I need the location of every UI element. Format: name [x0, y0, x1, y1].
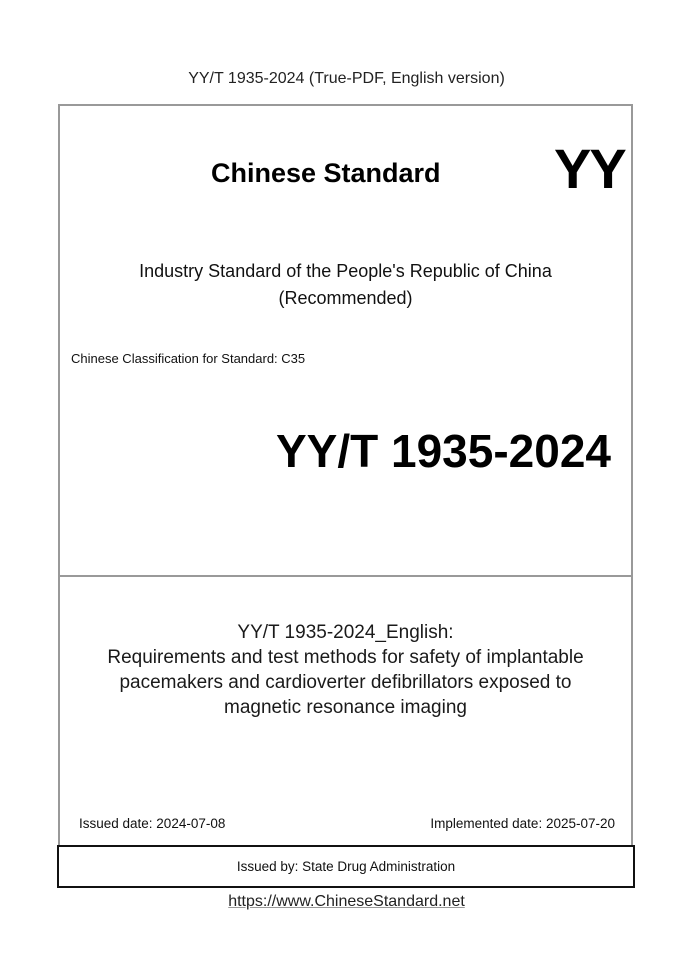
standard-code: YY/T 1935-2024: [275, 425, 611, 477]
cover-upper-section: [60, 106, 631, 577]
industry-line-1: Industry Standard of the People's Republic of China: [139, 261, 552, 281]
footer: [0, 893, 693, 911]
document-title: [60, 620, 631, 720]
classification-label: Chinese Classification for Standard: C35: [71, 351, 306, 366]
website-link[interactable]: https://www.ChineseStandard.net: [228, 893, 465, 910]
issued-by-box: Issued by: State Drug Administration: [57, 845, 635, 888]
document-title-line-3: pacemakers and cardioverter defibrillators exposed to: [119, 672, 572, 693]
industry-standard-label: [60, 258, 631, 312]
document-title-line-4: magnetic resonance imaging: [224, 697, 467, 718]
document-title-line-2: Requirements and test methods for safety of implantable: [107, 647, 584, 668]
issued-date: Issued date: 2024-07-08: [79, 816, 226, 831]
standard-title: Chinese Standard: [211, 158, 441, 188]
cover-box: [58, 104, 633, 845]
document-header-title: YY/T 1935-2024 (True-PDF, English version): [188, 70, 505, 87]
implemented-date: Implemented date: 2025-07-20: [430, 816, 615, 831]
document-title-line-1: YY/T 1935-2024_English:: [237, 622, 454, 643]
industry-line-2: (Recommended): [278, 288, 413, 308]
standard-mark: YY: [554, 137, 625, 200]
